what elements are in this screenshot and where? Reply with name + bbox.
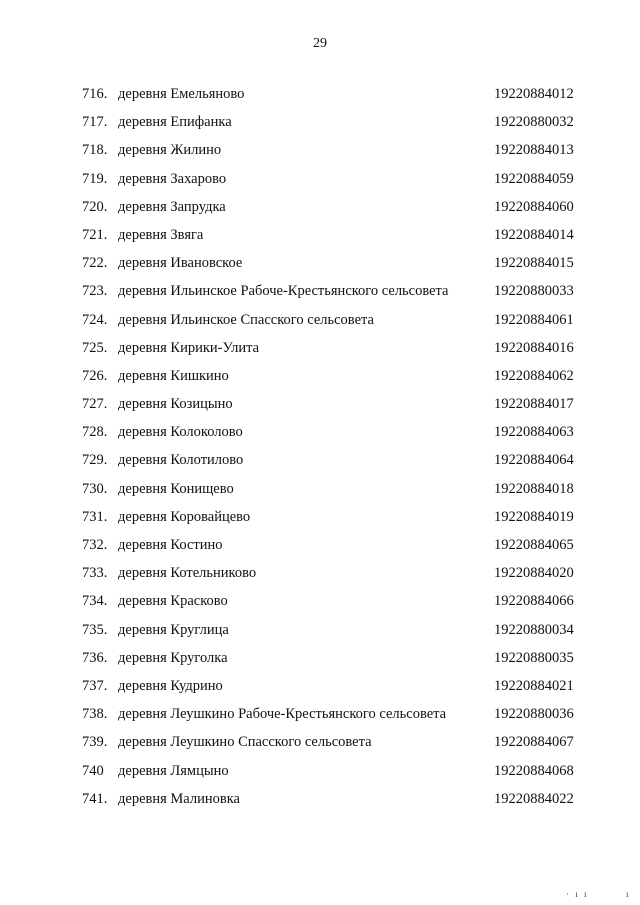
list-item bbox=[0, 197, 640, 225]
entry-number: 724. bbox=[82, 311, 108, 328]
list-item bbox=[0, 563, 640, 591]
entry-name: деревня Круголка bbox=[118, 649, 228, 666]
entry-code: 19220884068 bbox=[494, 762, 574, 779]
entry-name: деревня Емельяново bbox=[118, 86, 245, 102]
entry-name: деревня Кирики-Улита bbox=[118, 339, 260, 356]
entry-name: деревня Захарово bbox=[118, 170, 227, 187]
list-item bbox=[0, 140, 640, 168]
entry-name: деревня Звяга bbox=[118, 226, 204, 243]
entry-code: 19220884019 bbox=[494, 508, 574, 525]
entry-code: 19220884067 bbox=[494, 734, 574, 751]
entry-code: 19220884061 bbox=[494, 311, 574, 328]
entry-code: 19220884013 bbox=[494, 142, 574, 159]
entry-number: 716. bbox=[82, 86, 108, 102]
entry-number: 741. bbox=[82, 790, 108, 807]
entry-code: 19220884016 bbox=[494, 339, 574, 356]
entry-number: 738. bbox=[82, 706, 108, 723]
entry-number: 739. bbox=[82, 734, 108, 751]
entry-number: 734. bbox=[82, 593, 108, 610]
entry-code: 19220884021 bbox=[494, 677, 574, 694]
entry-name: деревня Епифанка bbox=[118, 114, 232, 131]
entry-name: деревня Костино bbox=[118, 537, 223, 553]
entry-name: деревня Запрудка bbox=[118, 198, 226, 215]
list-item bbox=[0, 620, 640, 648]
list-item bbox=[0, 732, 640, 760]
entry-number: 727. bbox=[82, 396, 108, 413]
list-item bbox=[0, 338, 640, 366]
entry-name: деревня Круглица bbox=[118, 621, 229, 638]
entry-number: 740 bbox=[82, 762, 104, 779]
scan-artifact-mark: · ı ı bbox=[566, 889, 589, 899]
entry-code: 19220884012 bbox=[494, 86, 574, 102]
entry-code: 19220884059 bbox=[494, 170, 574, 187]
entry-code: 19220880033 bbox=[494, 283, 574, 300]
entry-name: деревня Котельниково bbox=[118, 565, 257, 582]
settlement-list bbox=[0, 84, 640, 817]
entry-name: деревня Козицыно bbox=[118, 396, 233, 413]
entry-number: 720. bbox=[82, 198, 108, 215]
list-item bbox=[0, 310, 640, 338]
entry-code: 19220880032 bbox=[494, 114, 574, 131]
entry-code: 19220884060 bbox=[494, 198, 574, 215]
entry-name: деревня Ильинское Рабоче-Крестьянского сельсовета bbox=[118, 283, 449, 300]
entry-code: 19220884020 bbox=[494, 565, 574, 582]
entry-number: 722. bbox=[82, 255, 108, 272]
entry-code: 19220884015 bbox=[494, 255, 574, 272]
entry-code: 19220884064 bbox=[494, 452, 574, 469]
scan-artifact-mark: ı bbox=[626, 889, 631, 899]
entry-name: деревня Ивановское bbox=[118, 255, 243, 272]
entry-code: 19220880034 bbox=[494, 621, 574, 638]
entry-number: 736. bbox=[82, 649, 108, 666]
entry-name: деревня Колоколово bbox=[118, 424, 243, 441]
entry-code: 19220884066 bbox=[494, 593, 574, 610]
entry-number: 718. bbox=[82, 142, 108, 159]
list-item bbox=[0, 281, 640, 309]
entry-number: 729. bbox=[82, 452, 108, 469]
list-item bbox=[0, 253, 640, 281]
entry-number: 726. bbox=[82, 367, 108, 384]
list-item bbox=[0, 591, 640, 619]
entry-number: 730. bbox=[82, 480, 108, 497]
list-item bbox=[0, 507, 640, 535]
entry-code: 19220884022 bbox=[494, 790, 574, 807]
list-item bbox=[0, 112, 640, 140]
entry-code: 19220884065 bbox=[494, 537, 574, 553]
entry-number: 717. bbox=[82, 114, 108, 131]
entry-number: 735. bbox=[82, 621, 108, 638]
entry-name: деревня Колотилово bbox=[118, 452, 244, 469]
page-number: 29 bbox=[313, 36, 327, 51]
list-item bbox=[0, 535, 640, 563]
entry-number: 731. bbox=[82, 508, 108, 525]
entry-name: деревня Жилино bbox=[118, 142, 222, 159]
entry-code: 19220884062 bbox=[494, 367, 574, 384]
entry-code: 19220884017 bbox=[494, 396, 574, 413]
entry-name: деревня Малиновка bbox=[118, 790, 240, 807]
entry-code: 19220884063 bbox=[494, 424, 574, 441]
list-item bbox=[0, 789, 640, 817]
list-item bbox=[0, 366, 640, 394]
entry-number: 719. bbox=[82, 170, 108, 187]
entry-code: 19220880036 bbox=[494, 706, 574, 723]
entry-number: 721. bbox=[82, 226, 108, 243]
list-item bbox=[0, 84, 640, 112]
entry-name: деревня Красково bbox=[118, 593, 228, 610]
entry-number: 732. bbox=[82, 537, 108, 553]
entry-number: 723. bbox=[82, 283, 108, 300]
list-item bbox=[0, 479, 640, 507]
entry-name: деревня Лямцыно bbox=[118, 762, 229, 779]
entry-name: деревня Кишкино bbox=[118, 367, 229, 384]
entry-name: деревня Леушкино Спасского сельсовета bbox=[118, 734, 372, 751]
list-item bbox=[0, 450, 640, 478]
list-item bbox=[0, 394, 640, 422]
entry-number: 728. bbox=[82, 424, 108, 441]
list-item bbox=[0, 169, 640, 197]
entry-name: деревня Коровайцево bbox=[118, 508, 251, 525]
entry-code: 19220884014 bbox=[494, 226, 574, 243]
list-item bbox=[0, 676, 640, 704]
list-item bbox=[0, 648, 640, 676]
entry-code: 19220880035 bbox=[494, 649, 574, 666]
list-item bbox=[0, 422, 640, 450]
entry-name: деревня Ильинское Спасского сельсовета bbox=[118, 311, 374, 328]
list-item bbox=[0, 761, 640, 789]
entry-name: деревня Конищево bbox=[118, 480, 234, 497]
entry-number: 725. bbox=[82, 339, 108, 356]
list-item bbox=[0, 225, 640, 253]
entry-number: 737. bbox=[82, 677, 108, 694]
entry-name: деревня Леушкино Рабоче-Крестьянского сельсовета bbox=[118, 706, 447, 723]
list-item bbox=[0, 704, 640, 732]
entry-code: 19220884018 bbox=[494, 480, 574, 497]
entry-number: 733. bbox=[82, 565, 108, 582]
entry-name: деревня Кудрино bbox=[118, 677, 223, 694]
